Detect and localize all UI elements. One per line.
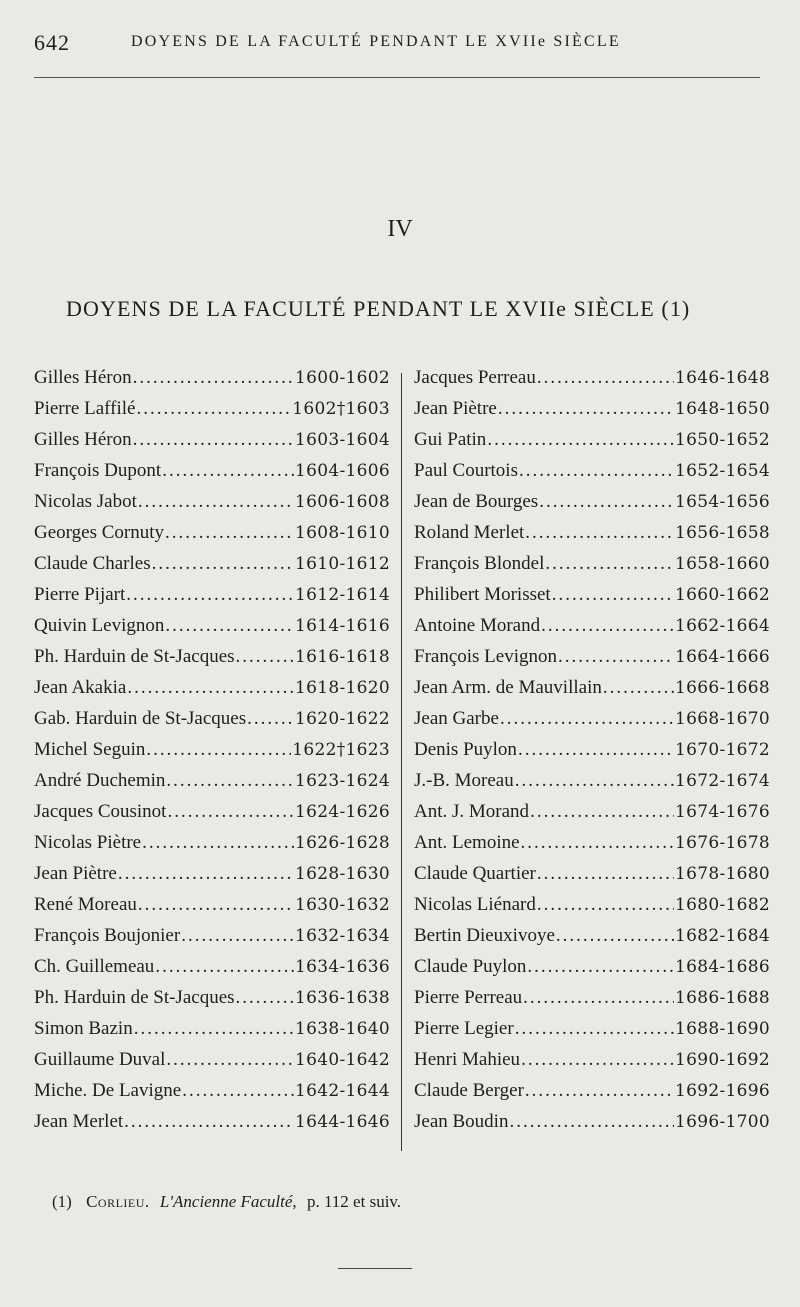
dean-name: Jean Akakia [34, 677, 127, 698]
dean-name: Jean Piètre [34, 863, 117, 884]
dot-leader [521, 832, 674, 854]
dean-entry [414, 708, 770, 739]
deans-list [34, 367, 772, 1153]
dean-years: 1630-1632 [295, 895, 390, 915]
dean-years: 1678-1680 [675, 864, 770, 884]
dean-name: Henri Mahieu [414, 1049, 521, 1070]
dean-name: Pierre Perreau [414, 987, 523, 1008]
dean-name: Nicolas Jabot [34, 491, 137, 512]
dean-entry [34, 863, 390, 894]
dot-leader [545, 553, 674, 575]
dean-years: 1670-1672 [675, 740, 770, 760]
dean-entry [414, 615, 770, 646]
dot-leader [541, 615, 674, 637]
footnote-marker: (1) [52, 1192, 72, 1211]
dean-entry [414, 1080, 770, 1111]
dean-entry [34, 770, 390, 801]
dean-name: André Duchemin [34, 770, 166, 791]
dean-name: Miche. De Lavigne [34, 1080, 182, 1101]
dean-entry [414, 367, 770, 398]
dean-name: Jean Boudin [414, 1111, 509, 1132]
dean-name: Jean Arm. de Mauvillain [414, 677, 602, 698]
dean-entry [34, 708, 390, 739]
dean-entry [34, 1049, 390, 1080]
deans-column-left [34, 367, 390, 1142]
dean-name: Philibert Morisset [414, 584, 551, 605]
dean-years: 1656-1658 [675, 523, 770, 543]
dot-leader [127, 677, 294, 699]
dean-years: 1696-1700 [675, 1112, 770, 1132]
dean-entry [414, 770, 770, 801]
dot-leader [539, 491, 674, 513]
dean-years: 1644-1646 [295, 1112, 390, 1132]
dean-years: 1606-1608 [295, 492, 390, 512]
dean-name: Jean Garbe [414, 708, 499, 729]
dean-years: 1608-1610 [295, 523, 390, 543]
dot-leader [142, 832, 294, 854]
dot-leader [523, 987, 674, 1009]
page-number: 642 [34, 30, 70, 55]
dean-name: Gui Patin [414, 429, 487, 450]
dean-entry [34, 553, 390, 584]
dean-name: Simon Bazin [34, 1018, 133, 1039]
footer-rule [338, 1268, 412, 1269]
dean-entry [34, 1111, 390, 1142]
dot-leader [236, 987, 294, 1009]
dot-leader [603, 677, 674, 699]
dean-name: Michel Seguin [34, 739, 146, 760]
dean-entry [34, 894, 390, 925]
dean-name: François Boujonier [34, 925, 181, 946]
dean-entry [414, 739, 770, 770]
dot-leader [133, 429, 294, 451]
dean-entry [34, 615, 390, 646]
dot-leader [136, 398, 291, 420]
dean-years: 1642-1644 [295, 1081, 390, 1101]
dot-leader [487, 429, 674, 451]
dean-years: 1674-1676 [675, 802, 770, 822]
dean-name: Claude Berger [414, 1080, 524, 1101]
dean-name: Jean Piètre [414, 398, 497, 419]
dot-leader [126, 584, 294, 606]
dean-years: 1654-1656 [675, 492, 770, 512]
dot-leader [124, 1111, 294, 1133]
dot-leader [552, 584, 674, 606]
dean-entry [34, 739, 390, 770]
deans-column-right [414, 367, 770, 1142]
dean-name: Ph. Harduin de St-Jacques [34, 987, 235, 1008]
dean-entry [414, 832, 770, 863]
dean-years: 1626-1628 [295, 833, 390, 853]
dot-leader [530, 801, 674, 823]
dean-name: Claude Charles [34, 553, 151, 574]
dean-entry [34, 460, 390, 491]
dot-leader [515, 1018, 674, 1040]
dot-leader [519, 460, 674, 482]
dean-name: Pierre Legier [414, 1018, 514, 1039]
dean-entry [414, 956, 770, 987]
dean-entry [414, 553, 770, 584]
dean-years: 1600-1602 [295, 368, 390, 388]
dean-entry [34, 1080, 390, 1111]
dot-leader [133, 367, 294, 389]
dean-name: Ant. J. Morand [414, 801, 530, 822]
dean-name: Quivin Levignon [34, 615, 165, 636]
dean-entry [34, 398, 390, 429]
dean-name: Nicolas Piètre [34, 832, 142, 853]
dean-years: 1603-1604 [295, 430, 390, 450]
dean-years: 1658-1660 [675, 554, 770, 574]
dean-name: Jean Merlet [34, 1111, 124, 1132]
dot-leader [166, 770, 294, 792]
running-head [34, 30, 764, 60]
dean-years: 1646-1648 [675, 368, 770, 388]
dean-entry [34, 646, 390, 677]
dean-name: Gilles Héron [34, 429, 132, 450]
dot-leader [525, 522, 674, 544]
dot-leader [537, 367, 674, 389]
footnote [52, 1192, 401, 1212]
dean-name: Gilles Héron [34, 367, 132, 388]
dean-years: 1680-1682 [675, 895, 770, 915]
dean-years: 1666-1668 [675, 678, 770, 698]
dean-entry [414, 987, 770, 1018]
dean-name: Claude Puylon [414, 956, 527, 977]
dean-years: 1628-1630 [295, 864, 390, 884]
section-title: DOYENS DE LA FACULTÉ PENDANT LE XVIIe SIÈCLE (1) [66, 296, 691, 321]
dean-name: Paul Courtois [414, 460, 518, 481]
dot-leader [162, 460, 294, 482]
dot-leader [247, 708, 294, 730]
dot-leader [515, 770, 674, 792]
dean-entry [414, 584, 770, 615]
dean-entry [414, 925, 770, 956]
dean-name: Nicolas Liénard [414, 894, 536, 915]
dean-entry [34, 987, 390, 1018]
dean-name: René Moreau [34, 894, 137, 915]
dot-leader [556, 925, 674, 947]
dot-leader [521, 1049, 674, 1071]
section-numeral: IV [387, 216, 413, 242]
dean-years: 1652-1654 [675, 461, 770, 481]
dean-name: Guillaume Duval [34, 1049, 166, 1070]
dean-years: 1682-1684 [675, 926, 770, 946]
dean-years: 1616-1618 [295, 647, 390, 667]
dean-entry [414, 398, 770, 429]
dean-years: 1623-1624 [295, 771, 390, 791]
dean-name: Roland Merlet [414, 522, 525, 543]
dean-entry [414, 1049, 770, 1080]
dean-entry [414, 646, 770, 677]
dean-years: 1686-1688 [675, 988, 770, 1008]
dean-entry [34, 584, 390, 615]
dot-leader [518, 739, 674, 761]
running-title: DOYENS DE LA FACULTÉ PENDANT LE XVIIe SIÈCLE [131, 33, 621, 50]
dean-years: 1610-1612 [295, 554, 390, 574]
dean-years: 1604-1606 [295, 461, 390, 481]
dot-leader [509, 1111, 674, 1133]
dean-years: 1620-1622 [295, 709, 390, 729]
dean-name: François Dupont [34, 460, 162, 481]
dean-entry [414, 894, 770, 925]
dean-years: 1636-1638 [295, 988, 390, 1008]
dean-entry [34, 522, 390, 553]
dean-years: 1662-1664 [675, 616, 770, 636]
dean-entry [414, 491, 770, 522]
dean-years: 1638-1640 [295, 1019, 390, 1039]
footnote-pages: p. 112 et suiv. [306, 1192, 402, 1211]
dean-entry [34, 925, 390, 956]
dean-years: 1692-1696 [675, 1081, 770, 1101]
dot-leader [537, 894, 674, 916]
dean-entry [414, 460, 770, 491]
footnote-work: L'Ancienne Faculté, [159, 1192, 297, 1211]
dot-leader [167, 801, 294, 823]
dean-years: 1664-1666 [675, 647, 770, 667]
dot-leader [165, 522, 294, 544]
dean-entry [414, 801, 770, 832]
dot-leader [236, 646, 294, 668]
dot-leader [134, 1018, 294, 1040]
dot-leader [152, 553, 294, 575]
dean-years: 1690-1692 [675, 1050, 770, 1070]
dean-entry [34, 367, 390, 398]
dean-years: 1614-1616 [295, 616, 390, 636]
dean-years: 1684-1686 [675, 957, 770, 977]
dean-name: Georges Cornuty [34, 522, 164, 543]
dot-leader [558, 646, 674, 668]
dean-years: 1624-1626 [295, 802, 390, 822]
dean-name: Bertin Dieuxivoye [414, 925, 555, 946]
dean-name: Pierre Pijart [34, 584, 126, 605]
dean-years: 1660-1662 [675, 585, 770, 605]
dot-leader [146, 739, 291, 761]
dean-name: Jacques Cousinot [34, 801, 167, 822]
dean-entry [414, 1018, 770, 1049]
dean-entry [34, 956, 390, 987]
dean-years: 1640-1642 [295, 1050, 390, 1070]
dot-leader [527, 956, 674, 978]
dean-years: 1612-1614 [295, 585, 390, 605]
dean-years: 1632-1634 [295, 926, 390, 946]
dean-years: 1622†1623 [292, 740, 390, 760]
dot-leader [500, 708, 674, 730]
dean-years: 1668-1670 [675, 709, 770, 729]
dean-years: 1602†1603 [292, 399, 390, 419]
dean-years: 1618-1620 [295, 678, 390, 698]
dot-leader [138, 491, 294, 513]
dean-entry [414, 429, 770, 460]
dean-years: 1634-1636 [295, 957, 390, 977]
dean-entry [34, 491, 390, 522]
dot-leader [181, 925, 294, 947]
dean-name: François Blondel [414, 553, 545, 574]
dean-name: Pierre Laffilé [34, 398, 136, 419]
dean-years: 1676-1678 [675, 833, 770, 853]
footnote-author: Corlieu. [86, 1192, 150, 1211]
dean-name: Ant. Lemoine [414, 832, 520, 853]
dot-leader [155, 956, 294, 978]
dean-entry [34, 801, 390, 832]
dean-name: Ph. Harduin de St-Jacques [34, 646, 235, 667]
dean-name: Jean de Bourges [414, 491, 539, 512]
dot-leader [525, 1080, 674, 1102]
dean-name: François Levignon [414, 646, 558, 667]
dean-entry [414, 522, 770, 553]
dean-entry [34, 677, 390, 708]
dean-years: 1650-1652 [675, 430, 770, 450]
dean-years: 1648-1650 [675, 399, 770, 419]
dean-name: J.-B. Moreau [414, 770, 514, 791]
dean-name: Antoine Morand [414, 615, 541, 636]
dean-entry [414, 863, 770, 894]
dean-years: 1688-1690 [675, 1019, 770, 1039]
column-divider [401, 373, 402, 1151]
dean-name: Denis Puylon [414, 739, 517, 760]
dot-leader [166, 1049, 294, 1071]
dean-name: Ch. Guillemeau [34, 956, 155, 977]
dot-leader [498, 398, 674, 420]
dot-leader [165, 615, 294, 637]
dot-leader [182, 1080, 294, 1102]
dean-name: Jacques Perreau [414, 367, 536, 388]
dean-entry [414, 1111, 770, 1142]
dean-years: 1672-1674 [675, 771, 770, 791]
dot-leader [138, 894, 294, 916]
header-rule [34, 77, 760, 78]
dot-leader [537, 863, 674, 885]
dean-name: Gab. Harduin de St-Jacques [34, 708, 247, 729]
dot-leader [118, 863, 294, 885]
dean-entry [34, 832, 390, 863]
dean-entry [34, 1018, 390, 1049]
dean-name: Claude Quartier [414, 863, 536, 884]
dean-entry [34, 429, 390, 460]
dean-entry [414, 677, 770, 708]
